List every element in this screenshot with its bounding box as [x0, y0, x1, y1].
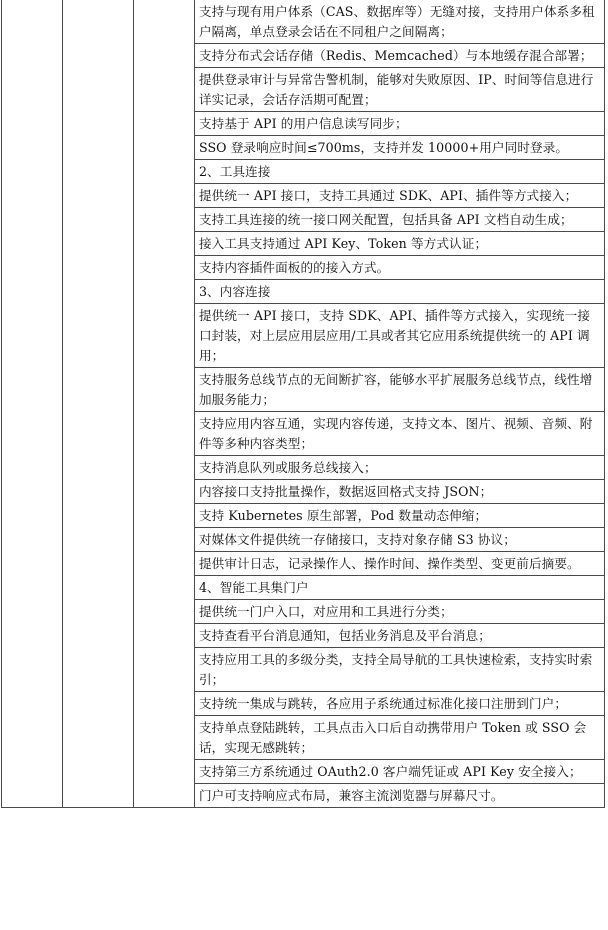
requirement-item: 支持单点登陆跳转，工具点击入口后自动携带用户 Token 或 SSO 会话，实现无感跳转；	[194, 716, 604, 760]
index-column-cell	[2, 0, 63, 808]
requirements-table	[1, 0, 605, 808]
requirement-item: 支持应用内容互通，实现内容传递，支持文本、图片、视频、音频、附件等多种内容类型；	[194, 412, 604, 456]
requirement-item: 门户可支持响应式布局，兼容主流浏览器与屏幕尺寸。	[194, 784, 604, 808]
requirement-item: 支持基于 API 的用户信息读写同步；	[194, 112, 604, 136]
requirement-item: 支持统一集成与跳转，各应用子系统通过标准化接口注册到门户；	[194, 692, 604, 716]
requirement-item: 内容接口支持批量操作，数据返回格式支持 JSON；	[194, 480, 604, 504]
requirement-item: 提供统一 API 接口，支持 SDK、API、插件等方式接入，实现统一接口封装，对上层应用层应用/工具或者其它应用系统提供统一的 API 调用；	[194, 304, 604, 368]
table-row	[2, 0, 605, 44]
requirement-item: 支持工具连接的统一接口网关配置，包括具备 API 文档自动生成；	[194, 208, 604, 232]
requirement-item: 提供统一 API 接口，支持工具通过 SDK、API、插件等方式接入；	[194, 184, 604, 208]
requirement-item: 支持内容插件面板的的接入方式。	[194, 256, 604, 280]
requirement-item: 对媒体文件提供统一存储接口，支持对象存储 S3 协议；	[194, 528, 604, 552]
requirement-item: SSO 登录响应时间≤700ms，支持并发 10000+用户同时登录。	[194, 136, 604, 160]
requirement-item: 提供登录审计与异常告警机制，能够对失败原因、IP、时间等信息进行详实记录，会话存活期可配置；	[194, 68, 604, 112]
requirement-item: 支持服务总线节点的无间断扩容，能够水平扩展服务总线节点，线性增加服务能力；	[194, 368, 604, 412]
requirement-item: 支持应用工具的多级分类，支持全局导航的工具快速检索，支持实时索引；	[194, 648, 604, 692]
section-heading: 3、内容连接	[194, 280, 604, 304]
section-heading: 4、智能工具集门户	[194, 576, 604, 600]
category-column-cell	[63, 0, 133, 808]
requirements-table-body	[2, 0, 605, 808]
requirement-item: 提供审计日志，记录操作人、操作时间、操作类型、变更前后摘要。	[194, 552, 604, 576]
requirement-item: 提供统一门户入口，对应用和工具进行分类；	[194, 600, 604, 624]
requirement-item: 支持第三方系统通过 OAuth2.0 客户端凭证或 API Key 安全接入；	[194, 760, 604, 784]
requirement-item: 支持查看平台消息通知，包括业务消息及平台消息；	[194, 624, 604, 648]
requirement-item: 支持消息队列或服务总线接入；	[194, 456, 604, 480]
module-column-cell	[133, 0, 194, 808]
requirement-item: 支持 Kubernetes 原生部署，Pod 数量动态伸缩；	[194, 504, 604, 528]
requirement-item: 支持分布式会话存储（Redis、Memcached）与本地缓存混合部署；	[194, 44, 604, 68]
requirement-item: 支持与现有用户体系（CAS、数据库等）无缝对接，支持用户体系多租户隔离，单点登录会话在不同租户之间隔离；	[194, 0, 604, 44]
section-heading: 2、工具连接	[194, 160, 604, 184]
requirement-item: 接入工具支持通过 API Key、Token 等方式认证；	[194, 232, 604, 256]
